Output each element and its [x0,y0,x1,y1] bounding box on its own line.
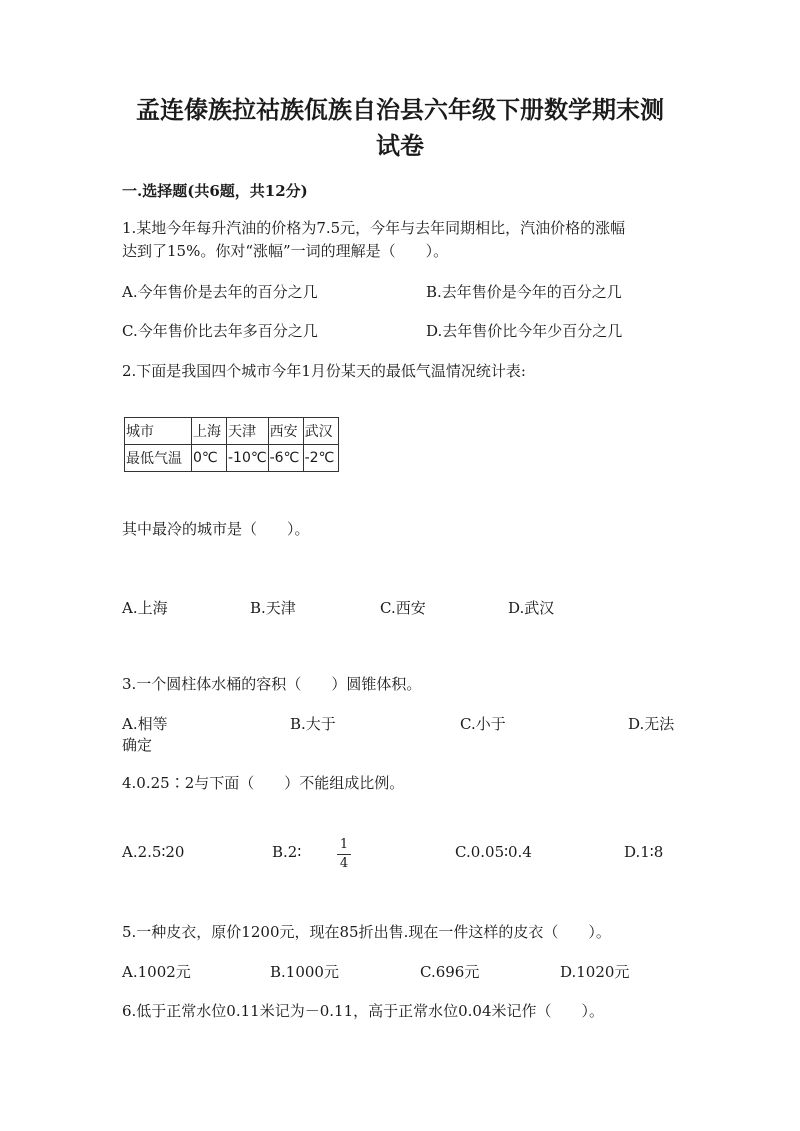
q3-option-c: C.小于 [460,715,506,733]
temperature-table [124,417,339,472]
table-row [125,445,339,472]
q4-option-a: A.2.5∶20 [122,843,185,861]
table-cell: -10℃ [227,445,269,472]
q1-line2: 达到了15%。你对“涨幅”一词的理解是（ ）。 [122,242,449,260]
q2-question: 其中最冷的城市是（ ）。 [122,520,310,538]
table-cell: 城市 [125,418,192,445]
table-cell: 天津 [227,418,269,445]
table-cell: -6℃ [268,445,303,472]
q4-option-d: D.1∶8 [624,843,664,861]
q2-option-a: A.上海 [122,599,168,617]
q5-option-d: D.1020元 [560,963,630,981]
fraction-denominator: 4 [339,856,349,871]
page-title-line1: 孟连傣族拉祜族佤族自治县六年级下册数学期末测 [136,95,664,124]
q1-line1: 1.某地今年每升汽油的价格为7.5元，今年与去年同期相比，汽油价格的涨幅 [122,219,626,237]
table-row [125,418,339,445]
q4-option-c: C.0.05∶0.4 [455,843,532,861]
q2-option-b: B.天津 [250,599,296,617]
q4-fraction [337,837,351,872]
q2-text: 2.下面是我国四个城市今年1月份某天的最低气温情况统计表: [122,362,526,380]
q5-option-a: A.1002元 [122,963,191,981]
q1-option-c: C.今年售价比去年多百分之几 [122,322,318,340]
q5-option-b: B.1000元 [270,963,339,981]
table-cell: 最低气温 [125,445,192,472]
table-cell: -2℃ [303,445,338,472]
q1-option-d: D.去年售价比今年少百分之几 [426,322,623,340]
q3-option-a: A.相等 [122,715,168,733]
q1-option-a: A.今年售价是去年的百分之几 [122,283,318,301]
q3-text: 3.一个圆柱体水桶的容积（ ）圆锥体积。 [122,675,422,693]
q2-option-d: D.武汉 [508,599,555,617]
page-title-line2: 试卷 [376,131,424,160]
q5-text: 5.一种皮衣，原价1200元，现在85折出售.现在一件这样的皮衣（ ）。 [122,923,611,941]
q3-option-d: D.无法 [628,715,675,733]
table-cell: 武汉 [303,418,338,445]
fraction-numerator: 1 [339,837,349,852]
q2-option-c: C.西安 [380,599,426,617]
q4-text: 4.0.25∶2与下面（ ）不能组成比例。 [122,774,405,792]
q3-option-d-wrap: 确定 [122,736,153,754]
table-cell: 0℃ [192,445,227,472]
table-cell: 西安 [268,418,303,445]
q4-option-b: B.2∶ [272,843,302,861]
q5-option-c: C.696元 [420,963,480,981]
q3-option-b: B.大于 [290,715,336,733]
fraction-bar [337,854,351,855]
table-cell: 上海 [192,418,227,445]
q1-option-b: B.去年售价是今年的百分之几 [426,283,622,301]
q6-text: 6.低于正常水位0.11米记为－0.11，高于正常水位0.04米记作（ ）。 [122,1002,605,1020]
section-heading: 一.选择题(共6题，共12分) [122,182,308,200]
